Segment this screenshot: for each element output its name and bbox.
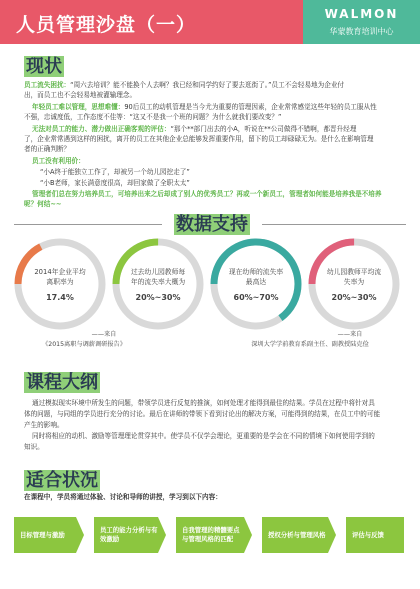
source-left-dash: ——来自 [91, 331, 117, 338]
donut-value-3: 60%~70% [233, 293, 279, 302]
brand-subtitle: 华蒙教育培训中心 [329, 27, 394, 36]
status-quote-2: “小B老师，家长满意度很高，却回家做了全职太太” [40, 179, 190, 187]
status-text-5: “那个**部门出去的小A，听说在**公司做得不错啊，都晋升经理 [170, 125, 357, 133]
donut-label-3-1: 现在幼师的流失率 [228, 268, 284, 276]
brand-name: WALMON [324, 7, 399, 21]
status-line-3 [32, 102, 412, 112]
section-title-text: 数据支持 [176, 214, 248, 235]
donut-label-3-2: 最高达 [245, 278, 267, 286]
step-arrow-1 [76, 517, 84, 553]
donut-label-2-2: 年的流失率大概为 [130, 278, 186, 286]
step-label-2: 员工的能力分析与有效激励 [100, 526, 158, 543]
status-question-1: 管理者们总在努力培养员工，可培养出来之后却成了别人的优秀员工？再或一个新员工，管理者如何能是培养我是不培养 [32, 190, 382, 198]
step-label-5: 评估与反馈 [352, 530, 384, 539]
status-text-3: 90后员工的动机管理是当今尤为重要的管理因素，企业常常感觉这些年轻的员工服从性 [124, 103, 377, 111]
brand-logo [303, 0, 420, 44]
source-right-text: 深圳大学学前教育系副主任、副教授陆克俭 [251, 341, 369, 348]
donut-label-4-2: 失率为 [343, 278, 365, 286]
page-title: 人员管理沙盘（一） [16, 14, 197, 36]
donut-value-4: 20%~30% [331, 293, 377, 302]
donut-charts [0, 232, 420, 342]
donut-value-2: 20%~30% [135, 293, 181, 302]
step-arrow-4 [328, 517, 336, 553]
step-label-3: 自我管理的精髓要点与管理风格的匹配 [182, 526, 240, 543]
source-right [210, 330, 410, 350]
course-line-1: 通过模拟现实环境中所发生的问题，带领学员进行反复的推演，如何处理才能得到最佳的结果。学员在过程中将针对具 [32, 399, 375, 407]
step-box-4 [262, 517, 328, 553]
step-label-4: 授权分析与管理风格 [268, 530, 326, 539]
status-head-5: 无法对员工的能力、潜力做出正确客观的评估： [32, 125, 171, 133]
status-line-7: 者的正确判断？ [24, 145, 71, 153]
status-text-1: “周六去培训？能不能换个人去啊？我已经和同学约好了要去逛街了。”员工不会轻易地为企业付 [70, 81, 345, 89]
step-box-1 [14, 517, 76, 553]
course-line-5: 知识。 [24, 443, 44, 451]
course-line-3: 产生的影响。 [24, 421, 64, 429]
status-quote-1: “小A终于能独立工作了，却被另一个幼儿园挖走了” [40, 168, 190, 176]
status-line-6: 了，企业常常遇到这样的困扰，离开的员工在其他企业总能够发挥重要作用，留下的员工却碌碌无为。是什么在影响管理 [24, 135, 374, 143]
status-line-5 [32, 124, 412, 134]
course-line-4: 同时将相应的动机、激励等管理理论贯穿其中。使学员不仅学会理论，更重要的是学会在不同的情境下如何使用学到的 [32, 432, 375, 440]
source-left-text: 《2015离职与调薪调研报告》 [42, 341, 126, 348]
source-left [14, 330, 154, 350]
status-head-3: 年轻员工难以管理，思想难懂： [32, 103, 125, 111]
section-title-text: 课程大纲 [26, 372, 98, 393]
step-arrow-3 [244, 517, 252, 553]
audience-intro: 在课程中，学员将通过体验、讨论和导师的讲授，学习到以下内容： [24, 493, 222, 501]
step-label-1: 目标管理与激励 [20, 530, 65, 539]
donut-label-2-1: 过去幼儿园教师每 [130, 268, 186, 276]
step-box-3 [176, 517, 244, 553]
donut-label-1-2: 离职率为 [46, 278, 74, 286]
donut-label-1-1: 2014年企业平均 [34, 268, 86, 276]
donut-value-1: 17.4% [46, 293, 74, 302]
course-line-2: 体的问题，与同组的学员进行充分的讨论。最后在讲师的带领下看到讨论出的解决方案，可能得到的结果，在员工中的可能 [24, 410, 381, 418]
step-box-2 [94, 517, 158, 553]
status-line-1 [24, 80, 404, 90]
header-bar [0, 0, 420, 44]
section-title-text: 现状 [26, 56, 62, 77]
step-arrow-2 [158, 517, 166, 553]
step-box-5 [346, 517, 404, 553]
donut-label-4-1: 幼儿园教师平均流 [326, 268, 382, 276]
status-line-2: 出，而员工也不会轻易地被灌输理念。 [24, 91, 137, 99]
section-title-course [24, 368, 100, 394]
status-line-4: 不强，忠诚度低，工作态度不佳等：“这又不是我一个班的问题？为什么就我们要改变？” [24, 113, 282, 121]
section-title-text: 适合状况 [26, 470, 98, 491]
source-right-dash: ——来自 [337, 331, 363, 338]
section-title-status [24, 52, 64, 78]
divider-left [14, 224, 162, 225]
divider-right [262, 224, 406, 225]
status-head-8: 员工没有利用价： [32, 157, 85, 165]
status-head-1: 员工流失困扰： [24, 81, 71, 89]
status-question-2: 呢？何结~~ [24, 200, 62, 208]
section-title-audience [24, 466, 100, 492]
